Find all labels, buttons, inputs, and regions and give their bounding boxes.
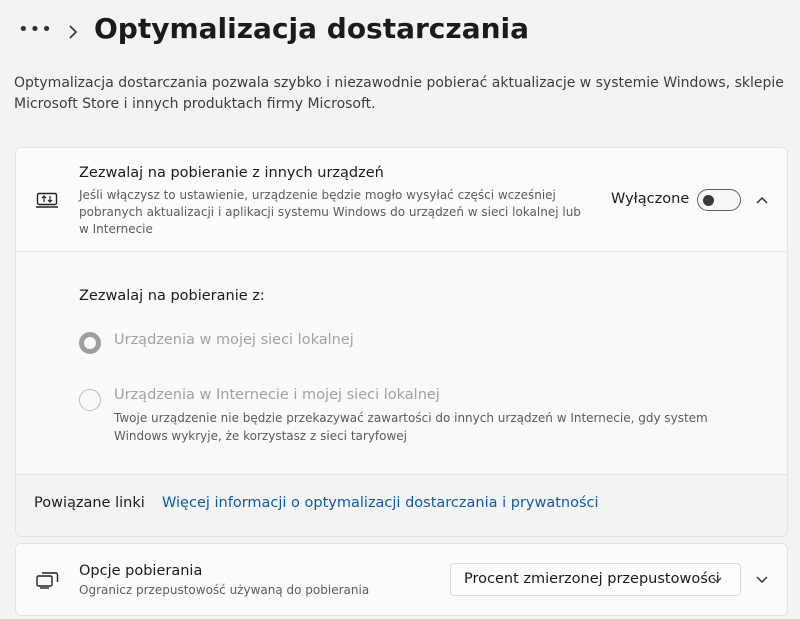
privacy-info-link[interactable]: Więcej informacji o optymalizacji dostarczania i prywatności (162, 495, 599, 511)
radio-internet-and-local-label[interactable]: Urządzenia w Internecie i mojej sieci lokalnej (114, 387, 440, 403)
related-links-row (16, 474, 787, 536)
allow-downloads-expanded (16, 252, 787, 474)
page-description: Optymalizacja dostarczania pozwala szybko i niezawodnie pobierać aktualizacje w systemie Windows, sklepie Microsoft Store i innych produktach firmy Microsoft. (14, 75, 784, 112)
related-links-label: Powiązane linki (34, 495, 145, 511)
download-devices-icon (36, 571, 60, 589)
allow-downloads-toggle[interactable] (697, 189, 741, 211)
bandwidth-select[interactable] (450, 563, 741, 596)
chevron-up-icon[interactable] (754, 192, 770, 208)
allow-downloads-header[interactable] (16, 148, 787, 252)
download-options-title: Opcje pobierania (79, 563, 203, 579)
radio-internet-and-local-subtitle: Twoje urządzenie nie będzie przekazywać zawartości do innych urządzeń w Internecie, gdy system Windows wykryje, że korzystasz z sieci taryfowej (114, 411, 708, 443)
toggle-state-label: Wyłączone (611, 191, 690, 207)
bandwidth-select-value: Procent zmierzonej przepustowości (464, 571, 720, 587)
toggle-knob (703, 195, 714, 206)
chevron-down-icon (711, 575, 723, 585)
allow-downloads-title: Zezwalaj na pobieranie z innych urządzeń (79, 165, 384, 181)
radio-local-network[interactable] (79, 332, 101, 354)
download-options-subtitle: Ogranicz przepustowość używaną do pobierania (79, 583, 370, 597)
radio-internet-and-local[interactable] (79, 389, 101, 411)
allow-downloads-card (15, 147, 788, 537)
allow-downloads-subtitle: Jeśli włączysz to ustawienie, urządzenie będzie mogło wysyłać części wcześniej pobranych aktualizacji i aplikacji systemu Windows do urządzeń w sieci lokalnej lub w Internecie (79, 188, 581, 236)
page-title: Optymalizacja dostarczania (94, 12, 530, 45)
expand-chevron-down-icon[interactable] (754, 572, 770, 588)
allow-from-label: Zezwalaj na pobieranie z: (79, 288, 265, 304)
chevron-right-icon (66, 22, 80, 42)
download-options-card[interactable] (15, 543, 788, 616)
device-share-icon (36, 192, 58, 208)
more-icon[interactable]: ••• (18, 19, 53, 40)
radio-local-network-label[interactable]: Urządzenia w mojej sieci lokalnej (114, 332, 354, 348)
page-header (0, 0, 800, 66)
